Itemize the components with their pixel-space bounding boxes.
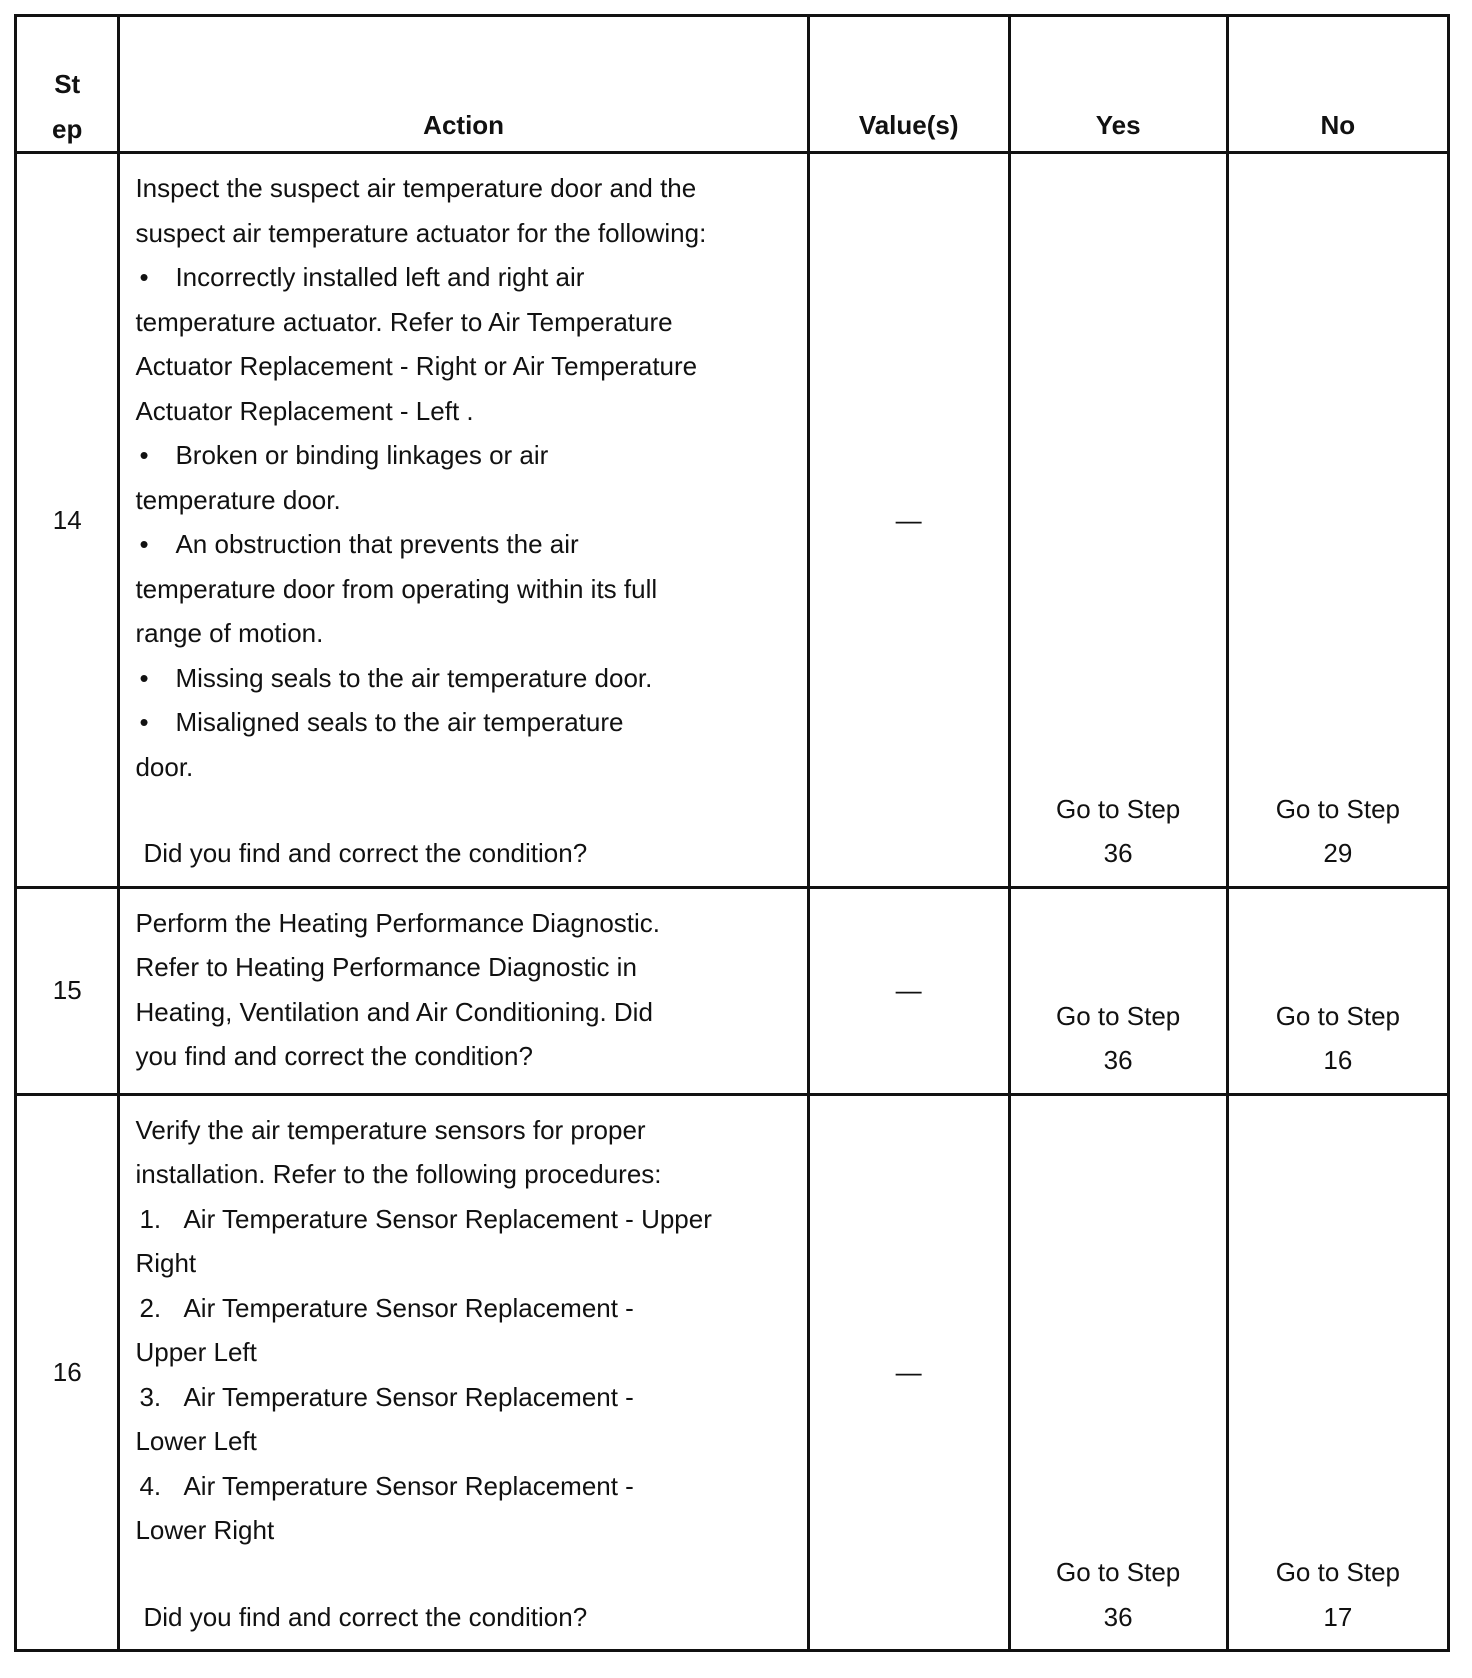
value-cell: — <box>808 1094 1009 1651</box>
action-cell <box>119 153 808 888</box>
numbered-item <box>135 1197 798 1242</box>
table-row <box>16 1094 1449 1651</box>
question-text: Did you find and correct the condition? <box>143 838 588 868</box>
yes-goto-step: 36 <box>1103 1045 1133 1075</box>
no-cell <box>1227 887 1448 1094</box>
column-header-step <box>16 16 119 153</box>
no-goto-label: Go to Step <box>1275 793 1401 824</box>
bullet-text: temperature actuator. Refer to Air Temperature <box>135 306 673 337</box>
item-number: 3. <box>139 1381 162 1412</box>
step-header-line-2: ep <box>52 113 83 144</box>
bullet-item <box>135 255 798 300</box>
bullet-text: temperature door from operating within its full <box>135 573 658 604</box>
no-goto-step: 17 <box>1323 1601 1353 1632</box>
bullet-text: temperature door. <box>135 484 341 515</box>
numbered-item-text: Air Temperature Sensor Replacement - <box>183 1381 634 1412</box>
column-header-action: Action <box>119 16 808 153</box>
step-number: 14 <box>16 153 119 888</box>
bullet-text: Missing seals to the air temperature door. <box>175 662 653 693</box>
action-text: you find and correct the condition? <box>135 1041 533 1071</box>
bullet-text: Incorrectly installed left and right air <box>175 262 585 292</box>
column-header-no: No <box>1227 16 1448 153</box>
table-row <box>16 153 1449 888</box>
table-row <box>16 887 1449 1094</box>
yes-cell <box>1009 887 1227 1094</box>
header-row <box>16 16 1449 153</box>
item-number: 2. <box>139 1292 162 1323</box>
bullet-icon: • <box>139 529 149 559</box>
bullet-item <box>135 656 798 701</box>
action-text: Inspect the suspect air temperature door and the <box>135 173 697 203</box>
no-cell <box>1227 1094 1448 1651</box>
no-goto-step: 16 <box>1323 1045 1353 1075</box>
bullet-text: Actuator Replacement - Left . <box>135 395 474 426</box>
action-text: Perform the Heating Performance Diagnostic. <box>135 907 661 938</box>
column-header-yes: Yes <box>1009 16 1227 153</box>
action-text: suspect air temperature actuator for the following: <box>135 217 707 248</box>
diagnostic-table <box>14 14 1450 1652</box>
bullet-text: Actuator Replacement - Right or Air Temperature <box>135 351 698 381</box>
yes-goto-step: 36 <box>1103 838 1133 868</box>
numbered-item-text: Upper Left <box>135 1337 257 1367</box>
column-header-values: Value(s) <box>808 16 1009 153</box>
bullet-text: An obstruction that prevents the air <box>175 529 579 559</box>
numbered-item-text: Air Temperature Sensor Replacement - <box>183 1292 634 1323</box>
yes-cell <box>1009 1094 1227 1651</box>
bullet-icon: • <box>139 707 149 737</box>
no-goto-step: 29 <box>1323 838 1353 868</box>
yes-goto-label: Go to Step <box>1055 1000 1181 1031</box>
numbered-item-text: Lower Left <box>135 1426 257 1456</box>
bullet-icon: • <box>139 262 149 292</box>
bullet-text: Misaligned seals to the air temperature <box>175 707 624 737</box>
no-goto-label: Go to Step <box>1275 1557 1401 1587</box>
bullet-text: Broken or binding linkages or air <box>175 440 549 470</box>
bullet-text: range of motion. <box>135 618 324 648</box>
item-number: 4. <box>139 1470 162 1501</box>
action-text: Verify the air temperature sensors for proper <box>135 1114 646 1145</box>
yes-cell <box>1009 153 1227 888</box>
bullet-item <box>135 522 798 567</box>
yes-goto-label: Go to Step <box>1055 1557 1181 1587</box>
numbered-item <box>135 1464 798 1509</box>
numbered-item <box>135 1286 798 1331</box>
action-text: installation. Refer to the following procedures: <box>135 1159 662 1189</box>
action-cell <box>119 887 808 1094</box>
value-cell: — <box>808 153 1009 888</box>
action-text: Heating, Ventilation and Air Conditioning. Did <box>135 996 653 1027</box>
bullet-icon: • <box>139 440 149 470</box>
value-cell: — <box>808 887 1009 1094</box>
no-cell <box>1227 153 1448 888</box>
numbered-item-text: Lower Right <box>135 1515 275 1545</box>
item-number: 1. <box>139 1203 162 1234</box>
step-number: 16 <box>16 1094 119 1651</box>
yes-goto-step: 36 <box>1103 1601 1133 1632</box>
step-header-line-1: St <box>54 69 81 99</box>
numbered-item-text: Right <box>135 1248 197 1278</box>
action-cell <box>119 1094 808 1651</box>
action-text: Refer to Heating Performance Diagnostic in <box>135 952 637 982</box>
numbered-item-text: Air Temperature Sensor Replacement - <box>183 1470 634 1501</box>
question-text: Did you find and correct the condition? <box>143 1601 588 1632</box>
bullet-item <box>135 700 798 745</box>
bullet-item <box>135 433 798 478</box>
numbered-item <box>135 1375 798 1420</box>
numbered-item-text: Air Temperature Sensor Replacement - Upper <box>183 1203 712 1234</box>
step-number: 15 <box>16 887 119 1094</box>
yes-goto-label: Go to Step <box>1055 793 1181 824</box>
bullet-text: door. <box>135 751 194 782</box>
bullet-icon: • <box>139 662 149 693</box>
no-goto-label: Go to Step <box>1275 1000 1401 1031</box>
